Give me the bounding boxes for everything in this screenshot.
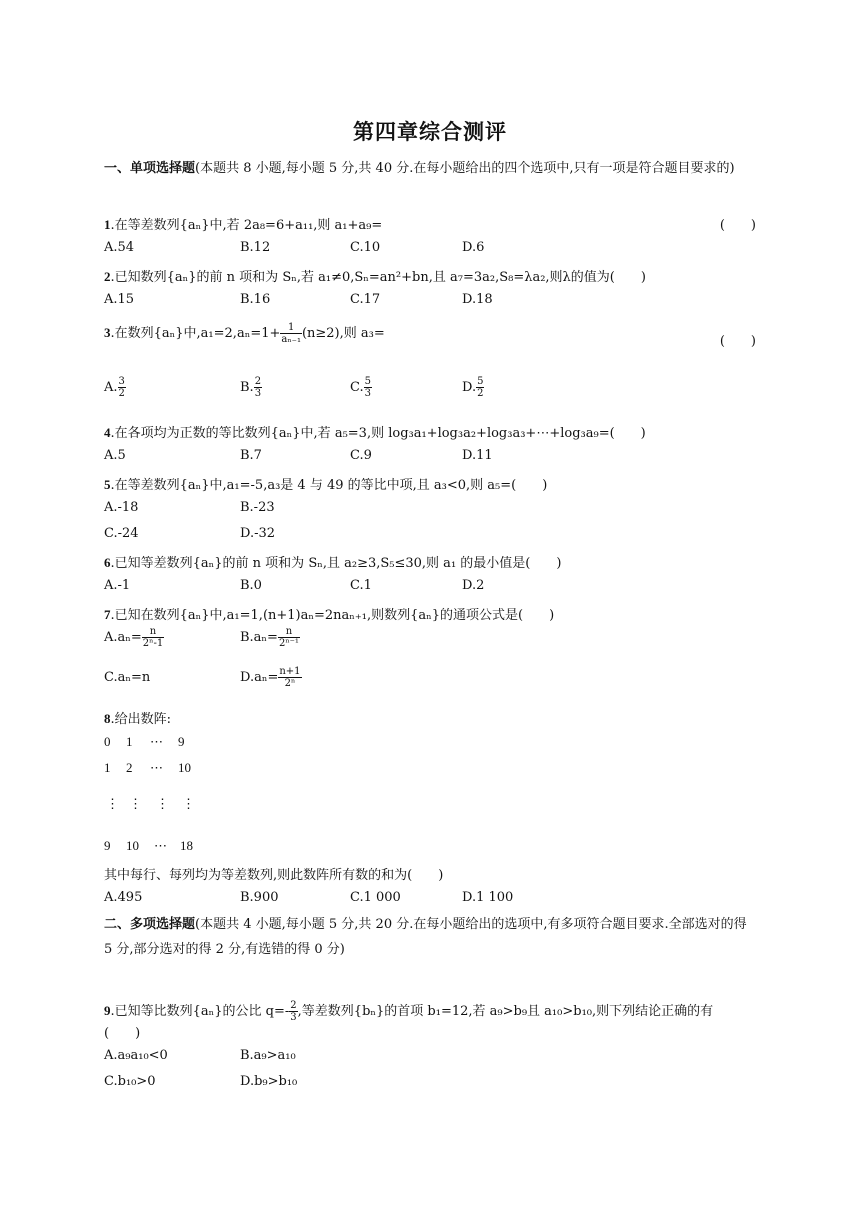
question-5	[104, 474, 547, 493]
option-a: A.15	[104, 292, 135, 307]
fraction-numerator: 1	[280, 322, 302, 334]
question-8-number: 8	[104, 711, 111, 726]
question-6-number: 6	[104, 555, 111, 570]
option-c: C.1 000	[350, 890, 401, 905]
question-5-text: .在等差数列{aₙ}中,a₁=-5,a₃是 4 与 49 的等比中项,且 a₃<0,则 a₅=( )	[110, 478, 548, 493]
question-9-answer-bracket: ( )	[104, 1026, 141, 1041]
option-d: D.11	[462, 448, 493, 463]
option-a: A.495	[104, 890, 143, 905]
option-d: D.18	[462, 292, 493, 307]
option-c: C.b₁₀>0	[104, 1074, 156, 1089]
question-8-text: .给出数阵:	[110, 712, 172, 727]
option-a: A.5	[104, 448, 126, 463]
question-3-number: 3	[104, 325, 111, 340]
question-8	[104, 708, 171, 727]
question-2	[104, 266, 646, 285]
question-3	[104, 322, 385, 345]
question-9	[104, 1000, 713, 1023]
option-a: A.a₉a₁₀<0	[104, 1048, 168, 1063]
question-3-fraction	[280, 322, 302, 345]
question-9-fraction	[289, 1000, 297, 1023]
option-d: D.b₉>b₁₀	[240, 1074, 298, 1089]
option-d: D.-32	[240, 526, 276, 541]
fraction-denominator: 3	[290, 1012, 297, 1023]
question-9-text-a: .已知等比数列{aₙ}的公比 q=-	[110, 1004, 290, 1019]
option-a: A. $\frac{3}{2}$	[104, 376, 125, 399]
question-8-text-2: 其中每行、每列均为等差数列,则此数阵所有数的和为( )	[104, 868, 444, 883]
question-1	[104, 214, 382, 233]
option-c: C.17	[350, 292, 381, 307]
section2-note: (本题共 4 小题,每小题 5 分,共 20 分.在每小题给出的选项中,有多项符合题目要求.全部选对的得 5 分,部分选对的得 2 分,有选错的得 0 分)	[104, 917, 747, 957]
fraction-denominator: aₙ₋₁	[281, 334, 301, 345]
question-2-number: 2	[104, 269, 111, 284]
option-c: C. $\frac{5}{3}$	[350, 376, 371, 399]
question-4-text: .在各项均为正数的等比数列{aₙ}中,若 a₅=3,则 log₃a₁+log₃a₂+log₃a₃+⋯+log₃a₉=( )	[110, 426, 646, 441]
document-page: 第四章综合测评 一、单项选择题(本题共 8 小题,每小题 5 分,共 40 分.在每小题给出的四个选项中,只有一项是符合题目要求的) 1.在等差数列{aₙ}中,若 2a₈=6+a₁₁,则 a₁+a₉= ( ) A.54 B.12 C.10 D.6 2.已知数列{aₙ}的前 n 项和为 Sₙ,若 a₁≠0,Sₙ=an²+bn,且 a₇=3a₂,S₈=λa₂,则λ的值为( ) A.15 B.16 C.17 D.18 3.在数列{aₙ}中,a₁=2,aₙ=1+ $\frac{1}{\text{aₙ₋₁}}$ (n≥2),则 a₃= ( ) A. $\frac{3}{2}$ B. $\frac{2}{3}$ C. $\frac{5}{3}$ D. $\frac{5}{2}$ 4.在各项均为正数的等比数列{aₙ}中,若 a₅=3,则 log₃a₁+log₃a₂+log₃a₃+⋯+log₃a₉=( ) A.5 B.7 C.9 D.11 5.在等差数列{aₙ}中,a₁=-5,a₃是 4 与 49 的等比中项,且 a₃<0,则 a₅=( ) A.-18 B.-23 C.-24 D.-32 6.已知等差数列{aₙ}的前 n 项和为 Sₙ,且 a₂≥3,S₅≤30,则 a₁ 的最小值是( ) A.-1 B.0 C.1 D.2 7.已知在数列{aₙ}中,a₁=1,(n+1)aₙ=2naₙ₊₁,则数列{aₙ}的通项公式是( ) A.aₙ= $\frac{n}{\text{2ⁿ-1}}$ B.aₙ= $\frac{n}{\text{2ⁿ⁻¹}}$ C.aₙ=n D.aₙ= $\frac{n+1}{\text{2ⁿ}}$ 8.给出数阵: 0 1 ⋯ 9 1 2 ⋯ 10 ⋮ ⋮ ⋮ ⋮ 9 10 ⋯ 18 其中每行、每列均为等差数列,则此数阵所有数的和为( ) A.495 B.900 C.1 000 D.1 100 二、多项选择题(本题共 4 小题,每小题 5 分,共 20 分.在每小题给出的选项中,有多项符合题目要求.全部选对的得 5 分,部分选对的得 2 分,有选错的得 0 分) 9.已知等比数列{aₙ}的公比 q=- $\frac{2}{3}$ ,等差数列{bₙ}的首项 b₁=12,若 a₉>b₉且 a₁₀>b₁₀,则下列结论正确的有 ( ) A.a₉a₁₀<0 B.a₉>a₁₀ C.b₁₀>0 D.b₉>b₁₀	[0, 0, 860, 1216]
question-6-text: .已知等差数列{aₙ}的前 n 项和为 Sₙ,且 a₂≥3,S₅≤30,则 a₁ 的最小值是( )	[110, 556, 562, 571]
section2-instructions	[104, 912, 756, 962]
question-5-number: 5	[104, 477, 111, 492]
section2-heading: 二、多项选择题	[104, 917, 196, 932]
option-a: A.aₙ= $\frac{n}{\text{2ⁿ-1}}$	[104, 626, 164, 649]
option-b: B.12	[240, 240, 271, 255]
question-4-number: 4	[104, 425, 111, 440]
question-9-text-b: ,等差数列{bₙ}的首项 b₁=12,若 a₉>b₉且 a₁₀>b₁₀,则下列结论正确的有	[297, 1004, 714, 1019]
option-d: D.aₙ= $\frac{n+1}{\text{2ⁿ}}$	[240, 666, 301, 689]
option-b: B. $\frac{2}{3}$	[240, 376, 262, 399]
question-3-text-b: (n≥2),则 a₃=	[301, 326, 385, 341]
question-1-answer-bracket: ( )	[719, 218, 756, 233]
section1-heading: 一、单项选择题	[104, 161, 196, 176]
option-c: C.9	[350, 448, 372, 463]
option-a: A.-18	[104, 500, 139, 515]
option-a: A.54	[104, 240, 135, 255]
option-b: B.900	[240, 890, 279, 905]
question-3-text-a: .在数列{aₙ}中,a₁=2,aₙ=1+	[110, 326, 281, 341]
option-c: C.-24	[104, 526, 139, 541]
option-d: D.2	[462, 578, 485, 593]
fraction-numerator: 2	[290, 1000, 297, 1011]
option-d: D.6	[462, 240, 485, 255]
option-b: B.16	[240, 292, 271, 307]
question-7-text: .已知在数列{aₙ}中,a₁=1,(n+1)aₙ=2naₙ₊₁,则数列{aₙ}的通项公式是( )	[110, 608, 555, 623]
option-c: C.1	[350, 578, 372, 593]
option-b: B.-23	[240, 500, 275, 515]
option-b: B.7	[240, 448, 262, 463]
option-c: C.10	[350, 240, 381, 255]
option-a: A.-1	[104, 578, 131, 593]
question-1-number: 1	[104, 217, 111, 232]
question-3-answer-bracket: ( )	[719, 334, 756, 349]
option-d: D.1 100	[462, 890, 514, 905]
section1-note: (本题共 8 小题,每小题 5 分,共 40 分.在每小题给出的四个选项中,只有一项是符合题目要求的)	[195, 161, 735, 176]
page-title: 第四章综合测评	[353, 120, 507, 144]
option-b: B.a₉>a₁₀	[240, 1048, 296, 1063]
question-1-text: .在等差数列{aₙ}中,若 2a₈=6+a₁₁,则 a₁+a₉=	[110, 218, 383, 233]
question-4	[104, 422, 646, 441]
option-c: C.aₙ=n	[104, 670, 151, 685]
option-b: B.0	[240, 578, 262, 593]
option-b: B.aₙ= $\frac{n}{\text{2ⁿ⁻¹}}$	[240, 626, 299, 649]
section1-instructions	[104, 156, 756, 181]
option-d: D. $\frac{5}{2}$	[462, 376, 484, 399]
question-9-number: 9	[104, 1003, 111, 1018]
question-2-text: .已知数列{aₙ}的前 n 项和为 Sₙ,若 a₁≠0,Sₙ=an²+bn,且 a₇=3a₂,S₈=λa₂,则λ的值为( )	[110, 270, 646, 285]
question-7-number: 7	[104, 607, 111, 622]
question-7	[104, 604, 554, 623]
question-6	[104, 552, 561, 571]
